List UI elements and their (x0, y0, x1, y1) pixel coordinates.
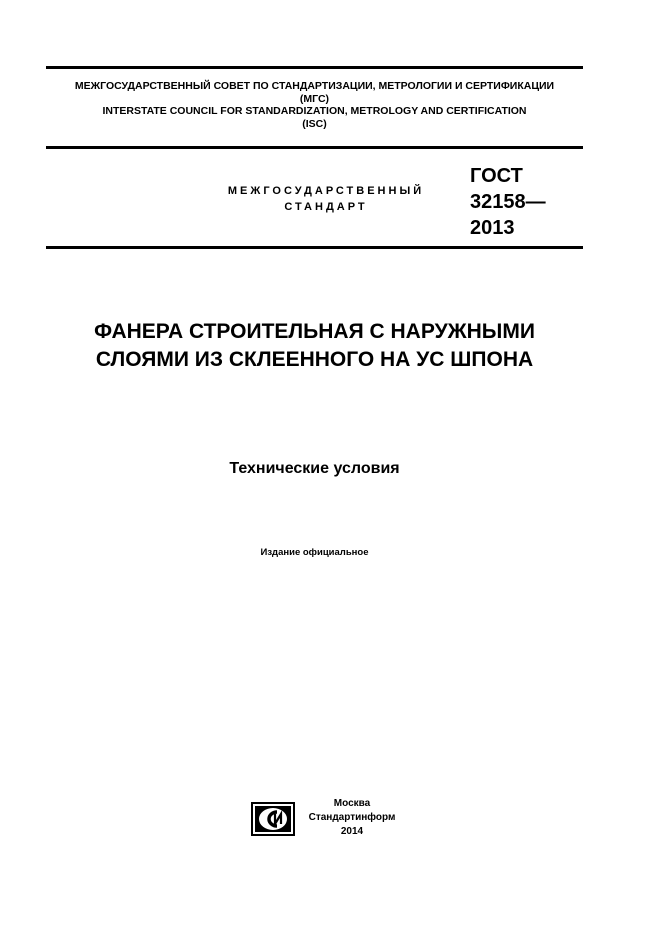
top-rule (46, 66, 583, 69)
edition-note: Издание официальное (260, 547, 369, 558)
gost-year: 2013 (470, 217, 515, 239)
document-title (46, 318, 583, 374)
standard-type-label (210, 183, 442, 215)
council-name-en: INTERSTATE COUNCIL FOR STANDARDIZATION, METROLOGY AND CERTIFICATION (102, 105, 527, 117)
standartinform-logo-icon (251, 802, 295, 836)
document-title-line2: СЛОЯМИ ИЗ СКЛЕЕННОГО НА УС ШПОНА (95, 348, 534, 371)
council-name-ru: МЕЖГОСУДАРСТВЕННЫЙ СОВЕТ ПО СТАНДАРТИЗАЦИИ, МЕТРОЛОГИИ И СЕРТИФИКАЦИИ (74, 80, 555, 92)
standard-type-line1: МЕЖГОСУДАРСТВЕННЫЙ (227, 185, 425, 197)
council-abbr-ru: (МГС) (299, 92, 330, 105)
middle-rule (46, 146, 583, 149)
gost-number: 32158— (470, 191, 546, 213)
bottom-rule (46, 246, 583, 249)
council-abbr-en: (ISC) (302, 117, 327, 130)
publisher-name: Стандартинформ (308, 812, 396, 823)
document-title-line1: ФАНЕРА СТРОИТЕЛЬНАЯ С НАРУЖНЫМИ (94, 320, 535, 343)
gost-designation (470, 163, 546, 241)
standard-type-line2: СТАНДАРТ (284, 201, 368, 213)
publisher-block (296, 797, 408, 839)
council-header (46, 80, 583, 130)
publisher-city: Москва (333, 798, 371, 809)
gost-prefix: ГОСТ (470, 165, 523, 187)
publication-year: 2014 (340, 826, 364, 837)
document-subtitle: Технические условия (229, 460, 400, 477)
